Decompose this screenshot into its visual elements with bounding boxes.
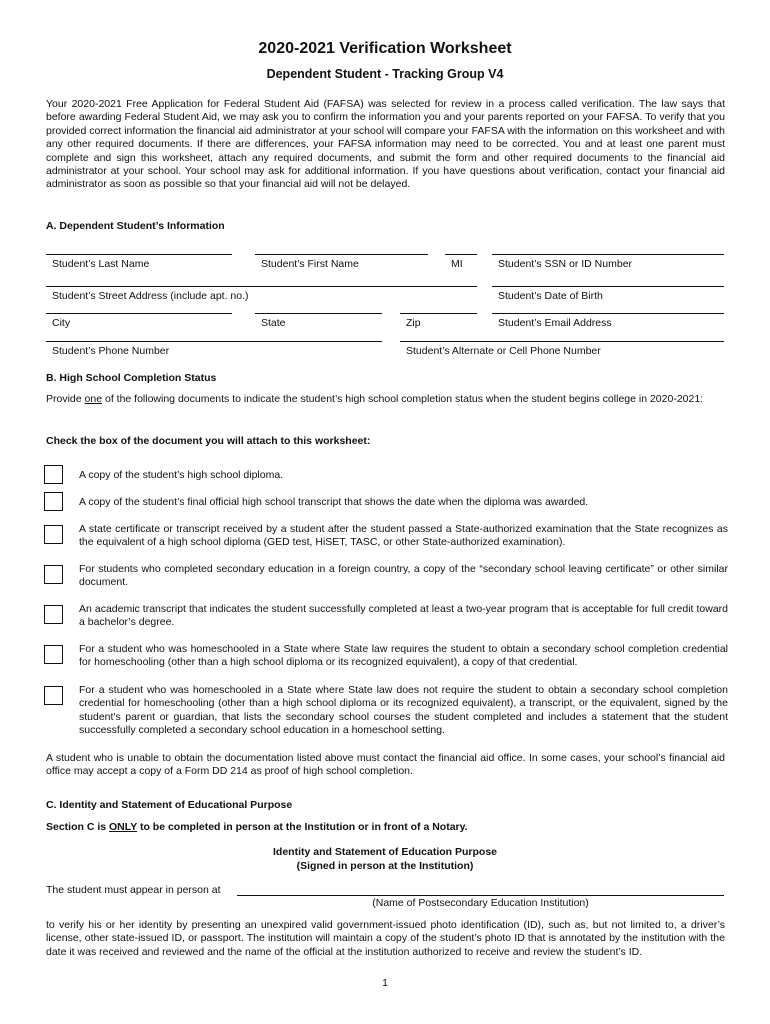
section-c-notice-pre: Section C is [46, 821, 110, 833]
city-field[interactable] [46, 313, 232, 329]
page-subtitle: Dependent Student - Tracking Group V4 [266, 67, 504, 81]
section-b-heading: B. High School Completion Status [46, 372, 217, 384]
check-instruction: Check the box of the document you will attach to this worksheet: [46, 435, 371, 447]
section-a-heading: A. Dependent Student’s Information [46, 220, 225, 232]
state-label: State [261, 317, 286, 329]
alt-phone-field[interactable] [400, 341, 724, 357]
phone-field[interactable] [46, 341, 382, 357]
date-of-birth-field[interactable] [492, 286, 724, 302]
section-c-notice-post: to be completed in person at the Institution or in front of a Notary. [137, 821, 468, 833]
checkbox-diploma[interactable] [44, 465, 63, 484]
first-name-label: Student’s First Name [261, 258, 359, 270]
section-b-intro-one: one [84, 393, 103, 405]
checkbox-homeschool-transcript[interactable] [44, 686, 63, 705]
institution-name-caption: (Name of Postsecondary Education Institution) [372, 897, 589, 909]
first-name-field[interactable] [255, 254, 428, 270]
checkbox-transcript[interactable] [44, 492, 63, 511]
mi-field[interactable] [445, 254, 477, 270]
checkbox-homeschool-credential[interactable] [44, 645, 63, 664]
phone-label: Student’s Phone Number [52, 345, 170, 357]
section-b-intro-pre: Provide [46, 393, 85, 405]
checkbox-state-certificate[interactable] [44, 525, 63, 544]
identity-box-title: Identity and Statement of Education Purpose [272, 846, 498, 858]
section-b-intro [46, 393, 725, 406]
date-of-birth-label: Student’s Date of Birth [498, 290, 603, 302]
section-b-note: A student who is unable to obtain the documentation listed above must contact the financial aid office. In some cases, your school’s financial aid office may accept a copy of a Form DD 214 as proof of high school completion. [46, 752, 725, 778]
page-title: 2020-2021 Verification Worksheet [258, 40, 512, 57]
zip-label: Zip [406, 317, 421, 329]
appear-in-person-text: The student must appear in person at [46, 884, 221, 896]
last-name-field[interactable] [46, 254, 232, 270]
alt-phone-label: Student’s Alternate or Cell Phone Number [406, 345, 601, 357]
intro-paragraph: Your 2020-2021 Free Application for Federal Student Aid (FAFSA) was selected for review in a process called verification. The law says that before awarding Federal Student Aid, we may ask you to confirm the information you and your parents reported on your FAFSA. To verify that you provided correct information the financial aid administrator at your school will compare your FAFSA with the information on this worksheet and with any other required documents. If there are differences, your FAFSA information may need to be corrected. You and at least one parent must complete and sign this worksheet, attach any required documents, and submit the form and other required documents to the financial aid administrator at your school. Your school may ask for additional information. If you have questions about verification, contact your financial aid administrator as soon as possible so that your financial aid will not be delayed. [46, 98, 725, 191]
page-number: 1 [382, 977, 388, 989]
institution-name-line[interactable] [237, 895, 724, 896]
checkbox-academic-transcript[interactable] [44, 605, 63, 624]
state-field[interactable] [255, 313, 382, 329]
section-c-heading: C. Identity and Statement of Educational Purpose [46, 799, 293, 811]
street-address-label: Student’s Street Address (include apt. no.) [52, 290, 249, 302]
identity-verify-text: to verify his or her identity by presenting an unexpired valid government-issued photo identification (ID), such as, but not limited to, a driver’s license, other state-issued ID, or passport. The institution will maintain a copy of the student’s photo ID that is annotated by the institution with the date it was received and reviewed and the name of the official at the institution authorized to receive and review the student’s ID. [46, 919, 725, 958]
ssn-field[interactable] [492, 254, 724, 270]
mi-label: MI [451, 258, 463, 270]
email-label: Student’s Email Address [498, 317, 612, 329]
city-label: City [52, 317, 71, 329]
last-name-label: Student’s Last Name [52, 258, 150, 270]
identity-box-subtitle: (Signed in person at the Institution) [296, 860, 474, 872]
email-field[interactable] [492, 313, 724, 329]
section-c-notice [46, 821, 468, 833]
ssn-label: Student’s SSN or ID Number [498, 258, 633, 270]
option-state-certificate-text: A state certificate or transcript received by a student after the student passed a State-authorized examination that the State recognizes as the equivalent of a high school diploma (GED test, HiSET, TASC, or other State-authorized examination). [79, 523, 728, 549]
section-b-intro-post: of the following documents to indicate the student’s high school completion status when the student begins college in 2020-2021: [102, 393, 704, 405]
section-c-notice-only: ONLY [109, 821, 138, 833]
option-diploma-text: A copy of the student’s high school diploma. [79, 469, 284, 481]
street-address-field[interactable] [46, 286, 477, 302]
zip-field[interactable] [400, 313, 477, 329]
option-transcript-text: A copy of the student’s final official high school transcript that shows the date when the diploma was awarded. [79, 496, 589, 508]
option-academic-transcript-text: An academic transcript that indicates the student successfully completed at least a two-year program that is acceptable for full credit toward a bachelor’s degree. [79, 603, 728, 629]
option-homeschool-transcript-text: For a student who was homeschooled in a State where State law does not require the student to obtain a secondary school completion credential for homeschooling (other than a high school diploma or its recognized equivalent), a transcript, or the equivalent, signed by the student's parent or guardian, that lists the secondary school courses the student completed and includes a statement that the student successfully completed a secondary school education in a homeschool setting. [79, 684, 728, 737]
option-homeschool-credential-text: For a student who was homeschooled in a State where State law requires the student to obtain a secondary school completion credential for homeschooling (other than a high school diploma or its recognized equivalent), a copy of that credential. [79, 643, 728, 669]
option-foreign-certificate-text: For students who completed secondary education in a foreign country, a copy of the “secondary school leaving certificate” or other similar document. [79, 563, 728, 589]
checkbox-foreign-certificate[interactable] [44, 565, 63, 584]
